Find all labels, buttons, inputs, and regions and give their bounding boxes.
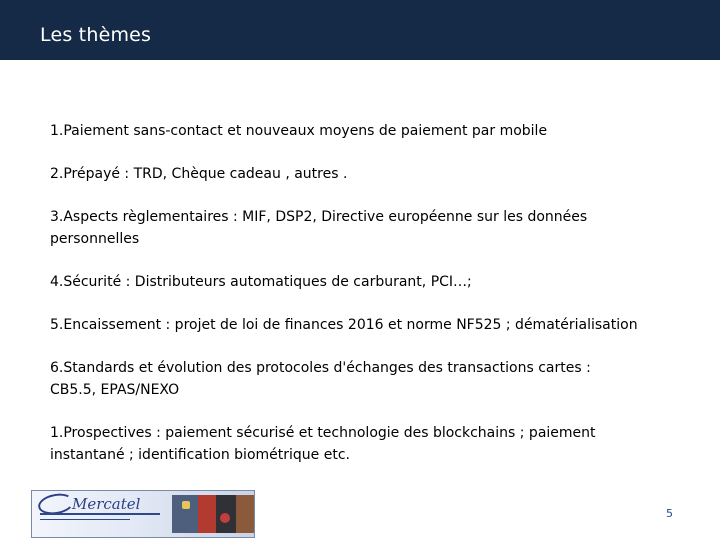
list-item-number: 4. xyxy=(50,274,64,290)
list-item-number: 3. xyxy=(50,209,64,225)
title-bar xyxy=(0,0,720,60)
page-number: 5 xyxy=(666,507,673,520)
logo-line xyxy=(40,519,130,520)
list-item xyxy=(50,206,640,250)
list-item-text: Standards et évolution des protocoles d'échanges des transactions cartes : CB5.5, EPAS/NEXO xyxy=(50,360,591,398)
logo-photo xyxy=(236,495,254,533)
list-item-number: 2. xyxy=(50,166,64,182)
list-item-number: 6. xyxy=(50,360,64,376)
logo-brand-text: Mercatel xyxy=(72,495,141,513)
list-item xyxy=(50,422,640,466)
list-item xyxy=(50,314,690,336)
list-item-text: Prépayé : TRD, Chèque cadeau , autres . xyxy=(63,166,348,182)
list-item xyxy=(50,357,640,401)
list-item-number: 1. xyxy=(50,425,64,441)
list-item xyxy=(50,163,670,185)
list-item-text: Encaissement : projet de loi de finances 2016 et norme NF525 ; dématérialisation xyxy=(63,317,638,333)
list-item-text: Paiement sans-contact et nouveaux moyens de paiement par mobile xyxy=(63,123,548,139)
list-item-number: 5. xyxy=(50,317,64,333)
list-item-text: Prospectives : paiement sécurisé et technologie des blockchains ; paiement instantané ; identification biométrique etc. xyxy=(50,425,596,463)
logo-circle-icon xyxy=(220,513,230,523)
list-item xyxy=(50,120,670,142)
logo-photo xyxy=(198,495,216,533)
list-item-text: Aspects règlementaires : MIF, DSP2, Directive européenne sur les données personnelles xyxy=(50,209,588,247)
list-item xyxy=(50,271,670,293)
mercatel-logo xyxy=(31,490,255,538)
list-item-number: 1. xyxy=(50,123,64,139)
logo-card-icon xyxy=(182,501,190,509)
slide-title: Les thèmes xyxy=(40,24,152,46)
list-item-text: Sécurité : Distributeurs automatiques de carburant, PCI…; xyxy=(63,274,472,290)
logo-line xyxy=(40,513,160,515)
